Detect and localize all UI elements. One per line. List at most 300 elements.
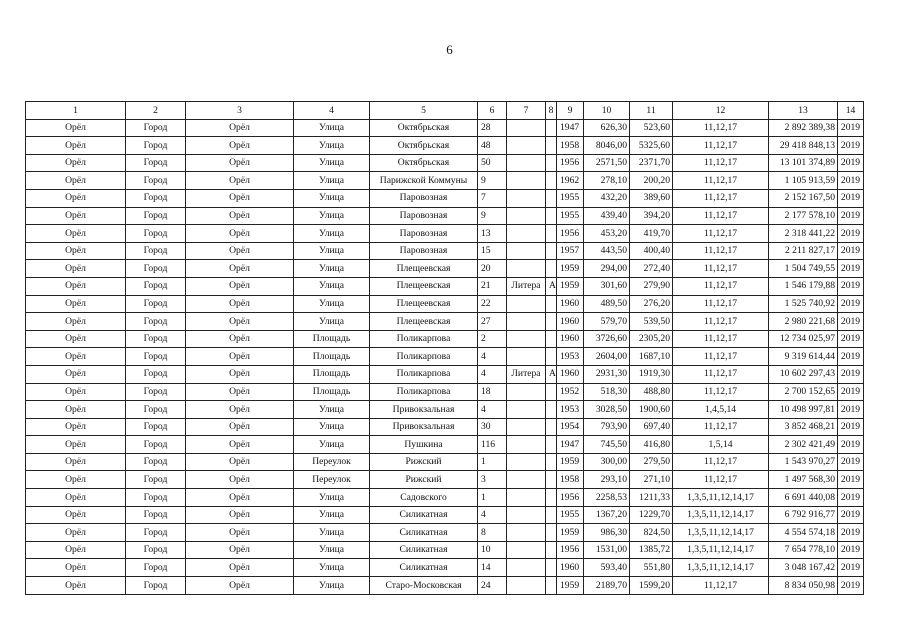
table-cell-col-2: Город — [126, 330, 186, 348]
table-cell-col-14: 2019 — [838, 418, 864, 436]
table-cell-col-9: 1947 — [557, 119, 584, 137]
table-row — [26, 277, 864, 295]
table-cell-col-6: 8 — [478, 524, 507, 542]
table-cell-col-9: 1962 — [557, 172, 584, 190]
table-cell-col-5: Старо-Московская — [370, 577, 478, 595]
table-cell-col-11: 1211,33 — [630, 489, 673, 507]
table-cell-col-1: Орёл — [26, 436, 126, 454]
table-cell-col-7 — [507, 313, 546, 331]
table-cell-col-4: Улица — [294, 401, 370, 419]
table-cell-col-2: Город — [126, 489, 186, 507]
table-cell-col-14: 2019 — [838, 348, 864, 366]
table-cell-col-3: Орёл — [186, 436, 294, 454]
table-cell-col-1: Орёл — [26, 577, 126, 595]
table-cell-col-4: Улица — [294, 154, 370, 172]
table-cell-col-5: Привокзальная — [370, 401, 478, 419]
table-cell-col-11: 416,80 — [630, 436, 673, 454]
table-cell-col-11: 488,80 — [630, 383, 673, 401]
table-cell-col-3: Орёл — [186, 225, 294, 243]
table-cell-col-10: 2931,30 — [584, 365, 630, 383]
table-cell-col-11: 419,70 — [630, 225, 673, 243]
table-cell-col-2: Город — [126, 401, 186, 419]
table-cell-col-5: Плещеевская — [370, 277, 478, 295]
table-cell-col-4: Площадь — [294, 348, 370, 366]
table-cell-col-13: 2 980 221,68 — [769, 313, 838, 331]
table-cell-col-8 — [546, 489, 557, 507]
table-cell-col-2: Город — [126, 207, 186, 225]
table-cell-col-8 — [546, 313, 557, 331]
table-row — [26, 207, 864, 225]
table-cell-col-5: Силикатная — [370, 559, 478, 577]
table-cell-col-12: 11,12,17 — [673, 154, 769, 172]
table-cell-col-4: Улица — [294, 489, 370, 507]
table-cell-col-13: 1 543 970,27 — [769, 453, 838, 471]
table-cell-col-9: 1955 — [557, 207, 584, 225]
table-cell-col-4: Улица — [294, 541, 370, 559]
table-cell-col-6: 4 — [478, 365, 507, 383]
table-cell-col-5: Привокзальная — [370, 418, 478, 436]
table-cell-col-3: Орёл — [186, 207, 294, 225]
table-cell-col-12: 11,12,17 — [673, 172, 769, 190]
table-cell-col-4: Улица — [294, 225, 370, 243]
table-cell-col-10: 1531,00 — [584, 541, 630, 559]
table-cell-col-1: Орёл — [26, 242, 126, 260]
table-cell-col-11: 279,50 — [630, 453, 673, 471]
table-cell-col-2: Город — [126, 225, 186, 243]
table-cell-col-14: 2019 — [838, 172, 864, 190]
table-cell-col-12: 11,12,17 — [673, 295, 769, 313]
table-cell-col-14: 2019 — [838, 330, 864, 348]
table-cell-col-3: Орёл — [186, 453, 294, 471]
table-cell-col-10: 300,00 — [584, 453, 630, 471]
table-cell-col-8 — [546, 506, 557, 524]
table-cell-col-2: Город — [126, 154, 186, 172]
table-cell-col-6: 13 — [478, 225, 507, 243]
table-cell-col-4: Улица — [294, 418, 370, 436]
table-cell-col-4: Переулок — [294, 471, 370, 489]
table-cell-col-13: 7 654 778,10 — [769, 541, 838, 559]
table-cell-col-9: 1959 — [557, 524, 584, 542]
table-cell-col-1: Орёл — [26, 401, 126, 419]
table-cell-col-11: 276,20 — [630, 295, 673, 313]
table-row — [26, 119, 864, 137]
table-cell-col-12: 11,12,17 — [673, 453, 769, 471]
table-cell-col-7 — [507, 137, 546, 155]
table-cell-col-5: Поликарпова — [370, 365, 478, 383]
table-cell-col-6: 3 — [478, 471, 507, 489]
table-cell-col-1: Орёл — [26, 260, 126, 278]
table-cell-col-9: 1955 — [557, 189, 584, 207]
table-cell-col-8 — [546, 559, 557, 577]
table-cell-col-5: Садовского — [370, 489, 478, 507]
table-cell-col-6: 22 — [478, 295, 507, 313]
table-cell-col-7 — [507, 172, 546, 190]
table-cell-col-10: 3028,50 — [584, 401, 630, 419]
table-cell-col-6: 18 — [478, 383, 507, 401]
column-header-3: 3 — [186, 102, 294, 120]
table-row — [26, 401, 864, 419]
table-cell-col-8: А — [546, 365, 557, 383]
table-cell-col-12: 11,12,17 — [673, 207, 769, 225]
table-cell-col-12: 1,3,5,11,12,14,17 — [673, 489, 769, 507]
column-header-5: 5 — [370, 102, 478, 120]
table-cell-col-4: Улица — [294, 119, 370, 137]
table-cell-col-7 — [507, 295, 546, 313]
table-cell-col-10: 579,70 — [584, 313, 630, 331]
table-cell-col-13: 4 554 574,18 — [769, 524, 838, 542]
table-cell-col-8 — [546, 172, 557, 190]
table-cell-col-7: Литера — [507, 277, 546, 295]
table-cell-col-2: Город — [126, 453, 186, 471]
table-cell-col-14: 2019 — [838, 365, 864, 383]
header-row — [26, 102, 864, 120]
table-cell-col-9: 1959 — [557, 260, 584, 278]
table-cell-col-4: Площадь — [294, 383, 370, 401]
table-cell-col-3: Орёл — [186, 137, 294, 155]
table-cell-col-5: Силикатная — [370, 541, 478, 559]
table-cell-col-11: 824,50 — [630, 524, 673, 542]
table-cell-col-7 — [507, 559, 546, 577]
column-header-8: 8 — [546, 102, 557, 120]
table-cell-col-6: 1 — [478, 489, 507, 507]
table-cell-col-11: 2305,20 — [630, 330, 673, 348]
table-cell-col-6: 116 — [478, 436, 507, 454]
table-cell-col-8 — [546, 418, 557, 436]
table-cell-col-7 — [507, 436, 546, 454]
table-cell-col-10: 1367,20 — [584, 506, 630, 524]
table-row — [26, 524, 864, 542]
table-row — [26, 242, 864, 260]
table-cell-col-9: 1953 — [557, 401, 584, 419]
table-cell-col-7 — [507, 207, 546, 225]
table-cell-col-12: 11,12,17 — [673, 119, 769, 137]
table-cell-col-3: Орёл — [186, 348, 294, 366]
table-cell-col-4: Улица — [294, 506, 370, 524]
table-cell-col-6: 10 — [478, 541, 507, 559]
table-cell-col-10: 432,20 — [584, 189, 630, 207]
table-cell-col-4: Улица — [294, 137, 370, 155]
table-cell-col-9: 1960 — [557, 313, 584, 331]
table-cell-col-14: 2019 — [838, 242, 864, 260]
table-cell-col-3: Орёл — [186, 577, 294, 595]
table-row — [26, 348, 864, 366]
table-cell-col-10: 2571,50 — [584, 154, 630, 172]
table-cell-col-9: 1956 — [557, 154, 584, 172]
table-cell-col-12: 11,12,17 — [673, 418, 769, 436]
table-cell-col-5: Октябрьская — [370, 119, 478, 137]
table-cell-col-5: Рижский — [370, 453, 478, 471]
table-cell-col-9: 1960 — [557, 559, 584, 577]
table-cell-col-6: 2 — [478, 330, 507, 348]
table-cell-col-3: Орёл — [186, 189, 294, 207]
table-cell-col-10: 453,20 — [584, 225, 630, 243]
table-cell-col-1: Орёл — [26, 119, 126, 137]
column-header-12: 12 — [673, 102, 769, 120]
table-cell-col-13: 1 105 913,59 — [769, 172, 838, 190]
table-cell-col-12: 11,12,17 — [673, 260, 769, 278]
table-cell-col-12: 11,12,17 — [673, 330, 769, 348]
table-cell-col-3: Орёл — [186, 365, 294, 383]
table-cell-col-1: Орёл — [26, 189, 126, 207]
table-cell-col-5: Поликарпова — [370, 383, 478, 401]
table-cell-col-3: Орёл — [186, 154, 294, 172]
table-cell-col-14: 2019 — [838, 225, 864, 243]
table-cell-col-3: Орёл — [186, 119, 294, 137]
table-cell-col-10: 278,10 — [584, 172, 630, 190]
table-row — [26, 436, 864, 454]
table-cell-col-1: Орёл — [26, 489, 126, 507]
table-cell-col-1: Орёл — [26, 313, 126, 331]
table-cell-col-10: 2189,70 — [584, 577, 630, 595]
table-cell-col-10: 2604,00 — [584, 348, 630, 366]
column-header-10: 10 — [584, 102, 630, 120]
table-cell-col-2: Город — [126, 418, 186, 436]
table-cell-col-9: 1958 — [557, 137, 584, 155]
table-cell-col-8 — [546, 577, 557, 595]
table-cell-col-11: 200,20 — [630, 172, 673, 190]
table-cell-col-12: 11,12,17 — [673, 365, 769, 383]
table-cell-col-8: А — [546, 277, 557, 295]
table-cell-col-8 — [546, 541, 557, 559]
table-cell-col-7 — [507, 418, 546, 436]
table-cell-col-1: Орёл — [26, 418, 126, 436]
table-cell-col-11: 1919,30 — [630, 365, 673, 383]
table-cell-col-9: 1960 — [557, 295, 584, 313]
table-cell-col-8 — [546, 154, 557, 172]
table-cell-col-14: 2019 — [838, 524, 864, 542]
table-cell-col-13: 9 319 614,44 — [769, 348, 838, 366]
table-cell-col-14: 2019 — [838, 577, 864, 595]
table-cell-col-9: 1956 — [557, 225, 584, 243]
column-header-13: 13 — [769, 102, 838, 120]
table-cell-col-13: 8 834 050,98 — [769, 577, 838, 595]
table-cell-col-13: 2 302 421,49 — [769, 436, 838, 454]
column-header-6: 6 — [478, 102, 507, 120]
table-cell-col-2: Город — [126, 119, 186, 137]
table-cell-col-8 — [546, 330, 557, 348]
table-cell-col-14: 2019 — [838, 559, 864, 577]
table-cell-col-13: 10 498 997,81 — [769, 401, 838, 419]
table-cell-col-14: 2019 — [838, 436, 864, 454]
table-row — [26, 506, 864, 524]
table-cell-col-5: Силикатная — [370, 506, 478, 524]
table-cell-col-5: Поликарпова — [370, 330, 478, 348]
table-cell-col-4: Улица — [294, 295, 370, 313]
table-cell-col-9: 1954 — [557, 418, 584, 436]
table-cell-col-12: 1,3,5,11,12,14,17 — [673, 559, 769, 577]
table-cell-col-3: Орёл — [186, 559, 294, 577]
table-cell-col-13: 2 152 167,50 — [769, 189, 838, 207]
table-row — [26, 330, 864, 348]
table-cell-col-3: Орёл — [186, 524, 294, 542]
table-cell-col-7 — [507, 453, 546, 471]
table-cell-col-13: 13 101 374,89 — [769, 154, 838, 172]
table-cell-col-8 — [546, 436, 557, 454]
table-row — [26, 418, 864, 436]
table-cell-col-7 — [507, 383, 546, 401]
table-cell-col-14: 2019 — [838, 119, 864, 137]
table-cell-col-2: Город — [126, 524, 186, 542]
table-cell-col-11: 272,40 — [630, 260, 673, 278]
table-cell-col-12: 11,12,17 — [673, 348, 769, 366]
table-cell-col-7 — [507, 330, 546, 348]
table-cell-col-2: Город — [126, 172, 186, 190]
table-cell-col-14: 2019 — [838, 401, 864, 419]
table-cell-col-13: 1 504 749,55 — [769, 260, 838, 278]
table-cell-col-14: 2019 — [838, 137, 864, 155]
column-header-14: 14 — [838, 102, 864, 120]
table-cell-col-6: 30 — [478, 418, 507, 436]
table-row — [26, 189, 864, 207]
table-cell-col-8 — [546, 401, 557, 419]
page-number: 6 — [446, 42, 453, 57]
table-cell-col-2: Город — [126, 365, 186, 383]
table-cell-col-1: Орёл — [26, 154, 126, 172]
table-row — [26, 489, 864, 507]
table-cell-col-1: Орёл — [26, 383, 126, 401]
table-cell-col-3: Орёл — [186, 401, 294, 419]
table-cell-col-9: 1958 — [557, 471, 584, 489]
table-cell-col-4: Улица — [294, 172, 370, 190]
table-cell-col-12: 1,3,5,11,12,14,17 — [673, 506, 769, 524]
table-cell-col-7 — [507, 348, 546, 366]
table-cell-col-14: 2019 — [838, 207, 864, 225]
table-cell-col-8 — [546, 524, 557, 542]
table-cell-col-14: 2019 — [838, 383, 864, 401]
table-cell-col-4: Площадь — [294, 330, 370, 348]
table-cell-col-7 — [507, 489, 546, 507]
table-cell-col-13: 29 418 848,13 — [769, 137, 838, 155]
table-row — [26, 471, 864, 489]
table-cell-col-10: 439,40 — [584, 207, 630, 225]
table-cell-col-9: 1956 — [557, 541, 584, 559]
table-cell-col-7 — [507, 577, 546, 595]
table-cell-col-3: Орёл — [186, 506, 294, 524]
table-cell-col-1: Орёл — [26, 277, 126, 295]
table-cell-col-13: 6 691 440,08 — [769, 489, 838, 507]
table-cell-col-8 — [546, 242, 557, 260]
table-cell-col-12: 1,3,5,11,12,14,17 — [673, 524, 769, 542]
column-header-9: 9 — [557, 102, 584, 120]
table-cell-col-11: 394,20 — [630, 207, 673, 225]
table-cell-col-2: Город — [126, 559, 186, 577]
table-cell-col-9: 1952 — [557, 383, 584, 401]
table-cell-col-12: 1,5,14 — [673, 436, 769, 454]
column-header-11: 11 — [630, 102, 673, 120]
table-cell-col-9: 1955 — [557, 506, 584, 524]
table-cell-col-10: 2258,53 — [584, 489, 630, 507]
table-body — [26, 119, 864, 594]
table-cell-col-13: 2 318 441,22 — [769, 225, 838, 243]
table-row — [26, 541, 864, 559]
table-cell-col-2: Город — [126, 277, 186, 295]
table-cell-col-3: Орёл — [186, 277, 294, 295]
table-cell-col-4: Переулок — [294, 453, 370, 471]
table-cell-col-4: Площадь — [294, 365, 370, 383]
table-cell-col-2: Город — [126, 541, 186, 559]
table-cell-col-11: 1599,20 — [630, 577, 673, 595]
table-cell-col-8 — [546, 348, 557, 366]
table-cell-col-12: 11,12,17 — [673, 471, 769, 489]
table-cell-col-10: 3726,60 — [584, 330, 630, 348]
table-cell-col-6: 4 — [478, 348, 507, 366]
table-cell-col-13: 3 048 167,42 — [769, 559, 838, 577]
table-cell-col-1: Орёл — [26, 207, 126, 225]
table-cell-col-11: 389,60 — [630, 189, 673, 207]
table-cell-col-14: 2019 — [838, 277, 864, 295]
table-cell-col-7 — [507, 524, 546, 542]
table-cell-col-6: 20 — [478, 260, 507, 278]
table-cell-col-12: 11,12,17 — [673, 137, 769, 155]
table-cell-col-1: Орёл — [26, 172, 126, 190]
table-cell-col-3: Орёл — [186, 541, 294, 559]
table-cell-col-12: 11,12,17 — [673, 277, 769, 295]
table-cell-col-7 — [507, 506, 546, 524]
table-cell-col-4: Улица — [294, 189, 370, 207]
table-cell-col-4: Улица — [294, 559, 370, 577]
table-row — [26, 559, 864, 577]
table-row — [26, 172, 864, 190]
table-cell-col-3: Орёл — [186, 260, 294, 278]
table-cell-col-9: 1959 — [557, 577, 584, 595]
table-cell-col-11: 2371,70 — [630, 154, 673, 172]
table-cell-col-5: Плещеевская — [370, 313, 478, 331]
table-cell-col-13: 6 792 916,77 — [769, 506, 838, 524]
table-cell-col-13: 2 700 152,65 — [769, 383, 838, 401]
table-cell-col-14: 2019 — [838, 489, 864, 507]
table-row — [26, 453, 864, 471]
table-cell-col-5: Плещеевская — [370, 295, 478, 313]
table-cell-col-4: Улица — [294, 577, 370, 595]
table-cell-col-11: 551,80 — [630, 559, 673, 577]
table-cell-col-4: Улица — [294, 260, 370, 278]
table-cell-col-1: Орёл — [26, 137, 126, 155]
table-row — [26, 365, 864, 383]
table-cell-col-3: Орёл — [186, 383, 294, 401]
table-cell-col-11: 539,50 — [630, 313, 673, 331]
table-cell-col-5: Пушкина — [370, 436, 478, 454]
table-cell-col-1: Орёл — [26, 559, 126, 577]
table-cell-col-13: 2 892 389,38 — [769, 119, 838, 137]
table-cell-col-9: 1959 — [557, 453, 584, 471]
column-header-1: 1 — [26, 102, 126, 120]
table-cell-col-2: Город — [126, 189, 186, 207]
table-cell-col-13: 10 602 297,43 — [769, 365, 838, 383]
table-cell-col-8 — [546, 471, 557, 489]
table-cell-col-11: 1385,72 — [630, 541, 673, 559]
table-cell-col-14: 2019 — [838, 506, 864, 524]
table-cell-col-4: Улица — [294, 436, 370, 454]
table-cell-col-4: Улица — [294, 207, 370, 225]
table-cell-col-11: 400,40 — [630, 242, 673, 260]
table-cell-col-2: Город — [126, 383, 186, 401]
table-cell-col-3: Орёл — [186, 330, 294, 348]
table-cell-col-6: 1 — [478, 453, 507, 471]
table-cell-col-14: 2019 — [838, 295, 864, 313]
table-cell-col-7 — [507, 119, 546, 137]
table-cell-col-13: 12 734 025,97 — [769, 330, 838, 348]
table-cell-col-10: 518,30 — [584, 383, 630, 401]
table-cell-col-12: 11,12,17 — [673, 189, 769, 207]
table-cell-col-14: 2019 — [838, 471, 864, 489]
table-cell-col-6: 14 — [478, 559, 507, 577]
table-cell-col-8 — [546, 137, 557, 155]
table-cell-col-7 — [507, 189, 546, 207]
table-cell-col-6: 4 — [478, 506, 507, 524]
table-cell-col-13: 3 852 468,21 — [769, 418, 838, 436]
table-cell-col-6: 21 — [478, 277, 507, 295]
table-cell-col-5: Паровозная — [370, 225, 478, 243]
